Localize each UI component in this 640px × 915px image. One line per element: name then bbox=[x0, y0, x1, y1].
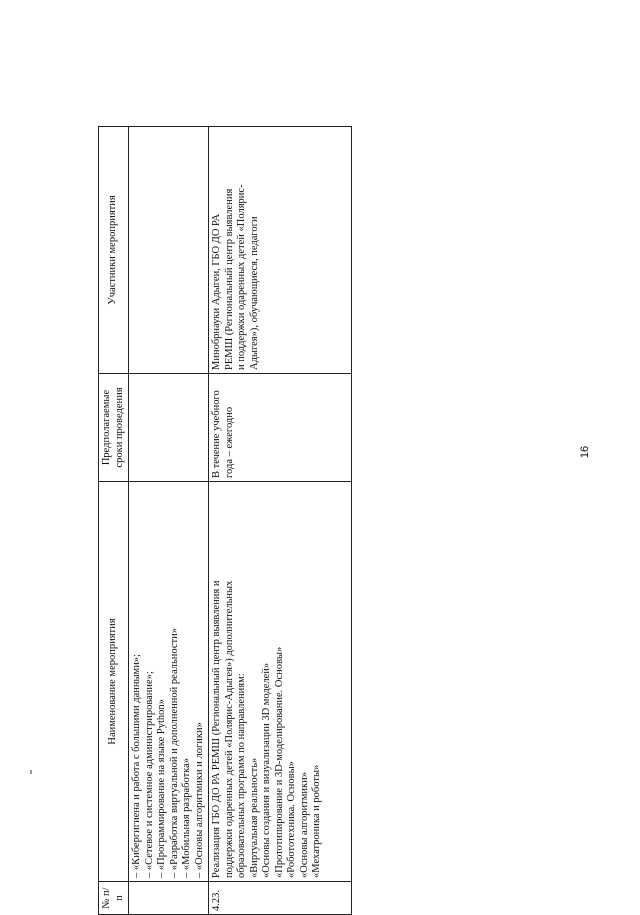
header-dates: Предполагаемые сроки проведения bbox=[99, 374, 129, 482]
row2-name bbox=[209, 482, 352, 882]
scan-speck bbox=[30, 770, 32, 774]
row2-participants-line: Минобрнауки Адыгеи, ГБО ДО РА bbox=[211, 213, 222, 370]
row2-line: «Основы алгоритмики» bbox=[298, 772, 310, 878]
row1-line: – «Мобильная разработка» bbox=[181, 757, 192, 878]
events-table bbox=[98, 126, 352, 915]
row1-num bbox=[129, 882, 209, 915]
row2-line: «Виртуальная реальность» bbox=[248, 757, 260, 878]
header-num: № п/п bbox=[99, 882, 129, 915]
table-header-row bbox=[99, 127, 129, 915]
row1-participants bbox=[129, 127, 209, 374]
row2-participants-line: Адыгея»), обучающиеся, педагоги bbox=[248, 216, 260, 370]
row2-dates-line: года – ежегодно bbox=[223, 406, 235, 478]
row1-line: – «Разработка виртуальной и дополненной реальности» bbox=[168, 628, 180, 878]
row2-line: «Мехатроника и роботы» bbox=[311, 764, 322, 878]
row1-dates bbox=[129, 374, 209, 482]
table-row bbox=[209, 127, 352, 915]
header-participants: Участники мероприятия bbox=[99, 127, 129, 374]
page-number: 16 bbox=[579, 445, 592, 459]
row2-line: «Прототипирование и 3D-моделирование. Основы» bbox=[273, 646, 285, 878]
row2-num: 4.23. bbox=[209, 882, 352, 915]
row2-line: поддержки одаренных детей «Полярис-Адыгея») дополнительных bbox=[223, 580, 235, 878]
row2-line: Реализация ГБО ДО РА РЕМШ (Региональный центр выявления и bbox=[211, 580, 222, 878]
row2-line: «Робототехника. Основы» bbox=[286, 761, 297, 878]
row1-line: – «Кибергигиена и работа с большими данными»; bbox=[131, 654, 142, 878]
row1-line: – «Основы алгоритмики и логики» bbox=[193, 722, 205, 878]
rotated-page bbox=[98, 127, 352, 915]
table-row bbox=[129, 127, 209, 915]
row1-line: – «Сетевое и системное администрирование»; bbox=[143, 671, 155, 878]
row2-line: образовательных программ по направлениям: bbox=[236, 673, 247, 878]
row2-dates bbox=[209, 374, 352, 482]
row2-line: «Основы создания и визуализации 3D моделей» bbox=[261, 662, 272, 878]
row1-line: – «Программирование на языке Python» bbox=[156, 699, 167, 878]
row2-dates-line: В течение учебного bbox=[211, 390, 222, 478]
row2-participants-line: и поддержки одаренных детей «Полярис- bbox=[236, 184, 247, 370]
row2-participants-line: РЕМШ (Региональный центр выявления bbox=[223, 188, 235, 370]
header-name: Наименование мероприятия bbox=[99, 482, 129, 882]
row1-name bbox=[129, 482, 209, 882]
row2-participants bbox=[209, 127, 352, 374]
